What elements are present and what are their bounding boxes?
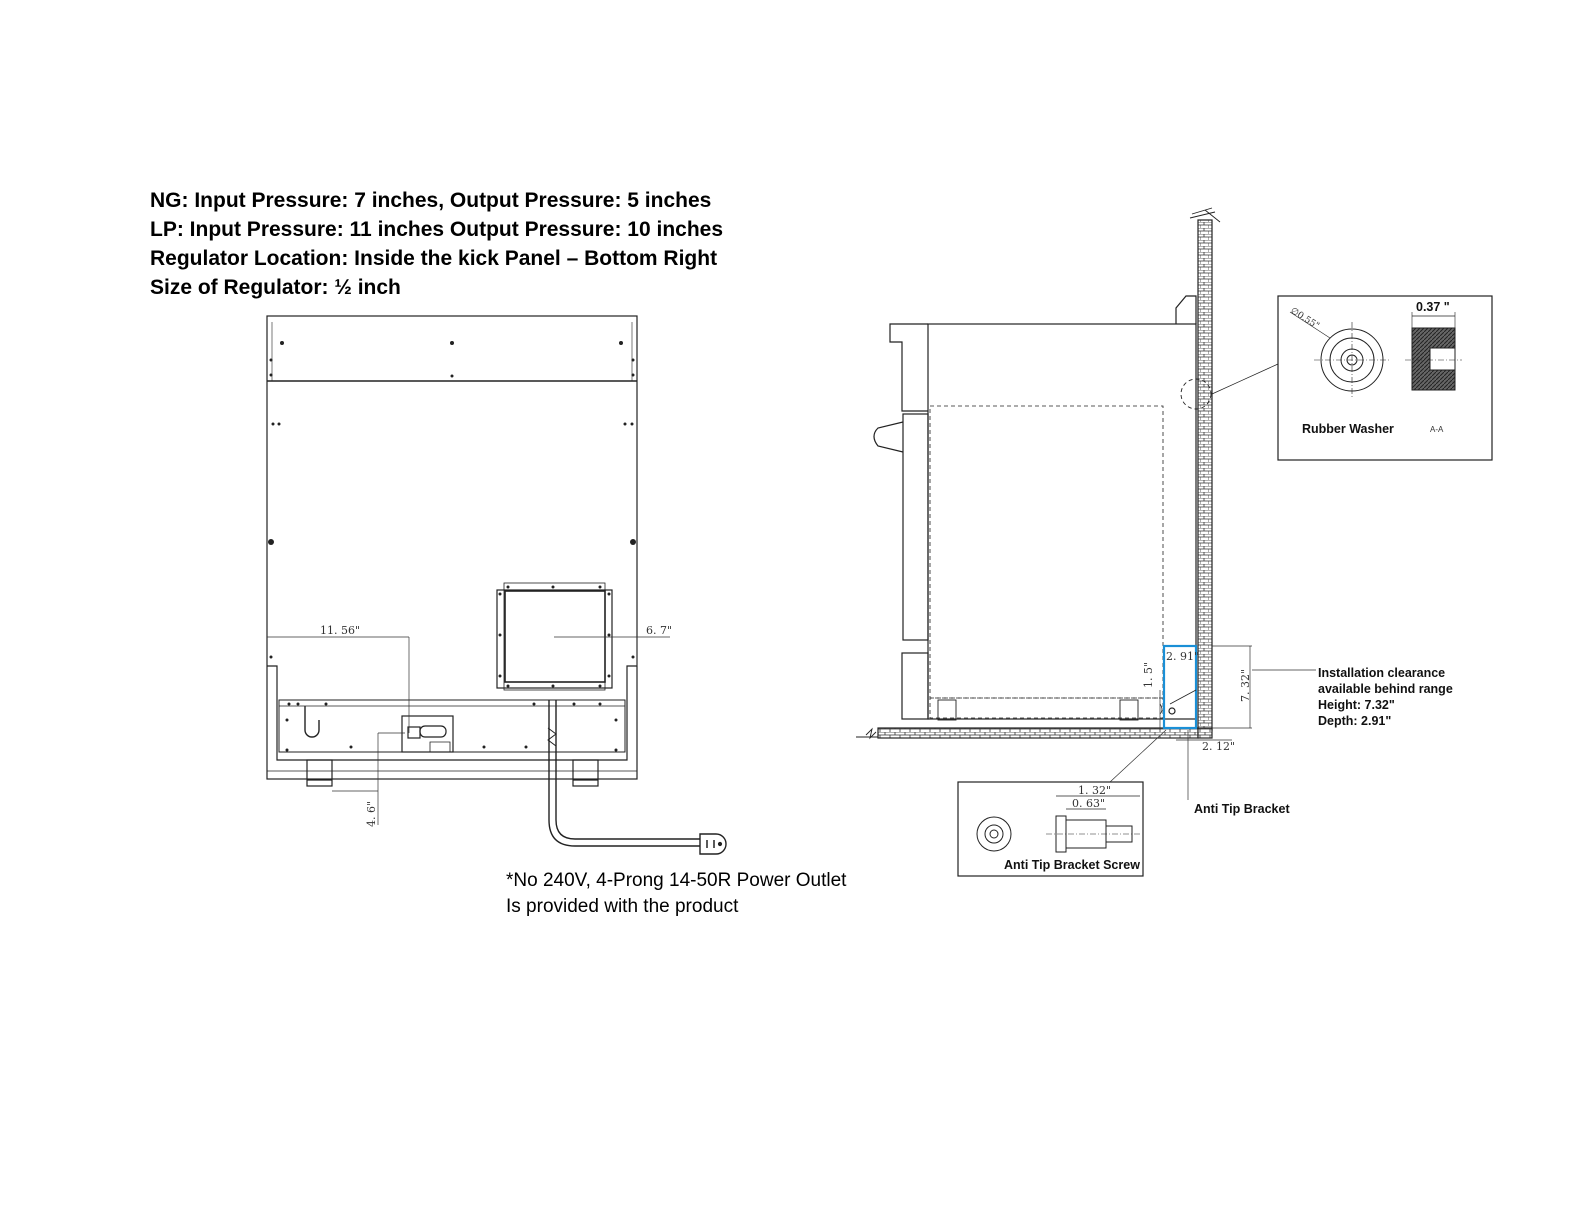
washer-label: Rubber Washer — [1302, 422, 1394, 436]
screw-dim-head: 0. 63" — [1072, 797, 1106, 810]
clearance-note — [1318, 666, 1453, 728]
rear-view — [267, 316, 726, 854]
dim-clear-depth: 2. 91" — [1166, 650, 1200, 663]
anti-tip-bracket-label: Anti Tip Bracket — [1194, 802, 1290, 816]
power-note-line-1: *No 240V, 4-Prong 14-50R Power Outlet — [506, 870, 847, 891]
oven-door — [903, 414, 928, 640]
power-outlet-note — [506, 868, 846, 920]
clearance-note-line-4: Depth: 2.91" — [1318, 714, 1392, 728]
washer-diameter: ∅0.55" — [1288, 306, 1321, 332]
rear-kick-panel — [267, 666, 637, 760]
floor — [878, 728, 1198, 738]
clearance-note-line-2: available behind range — [1318, 682, 1453, 696]
dim-bracket-offset: 2. 12" — [1202, 740, 1236, 753]
range-side-body — [928, 324, 1196, 719]
oven-handle — [874, 422, 903, 452]
backguard — [1176, 296, 1196, 324]
dim-clear-height: 7. 32" — [1239, 668, 1252, 702]
clearance-note-line-1: Installation clearance — [1318, 666, 1446, 680]
side-view — [856, 208, 1316, 800]
dim-rear-right: 6. 7" — [646, 624, 673, 637]
spec-line-lp: LP: Input Pressure: 11 inches Output Pressure: 10 inches — [150, 218, 724, 241]
spec-line-regulator-size: Size of Regulator: ½ inch — [150, 276, 401, 299]
washer-section-label: A-A — [1430, 425, 1444, 434]
power-note-line-2: Is provided with the product — [506, 896, 739, 917]
screw-dim-length: 1. 32" — [1078, 784, 1112, 797]
dim-rear-bottom: 4. 6" — [365, 800, 378, 827]
washer-thickness: 0.37 " — [1416, 300, 1450, 314]
rear-screws — [268, 341, 636, 659]
screw-label: Anti Tip Bracket Screw — [1004, 858, 1140, 872]
clearance-note-line-3: Height: 7.32" — [1318, 698, 1395, 712]
spec-line-regulator-location: Regulator Location: Inside the kick Panel – Bottom Right — [150, 247, 718, 270]
rear-access-panel — [497, 590, 612, 688]
rear-wall — [1198, 220, 1212, 730]
dim-bracket-height: 1. 5" — [1142, 661, 1155, 688]
gas-inlet-pipe — [305, 706, 319, 737]
spec-line-ng: NG: Input Pressure: 7 inches, Output Pressure: 5 inches — [150, 189, 712, 212]
dim-rear-left: 11. 56" — [320, 624, 361, 637]
power-plug-icon — [700, 834, 726, 854]
rear-body-outline — [267, 316, 637, 779]
